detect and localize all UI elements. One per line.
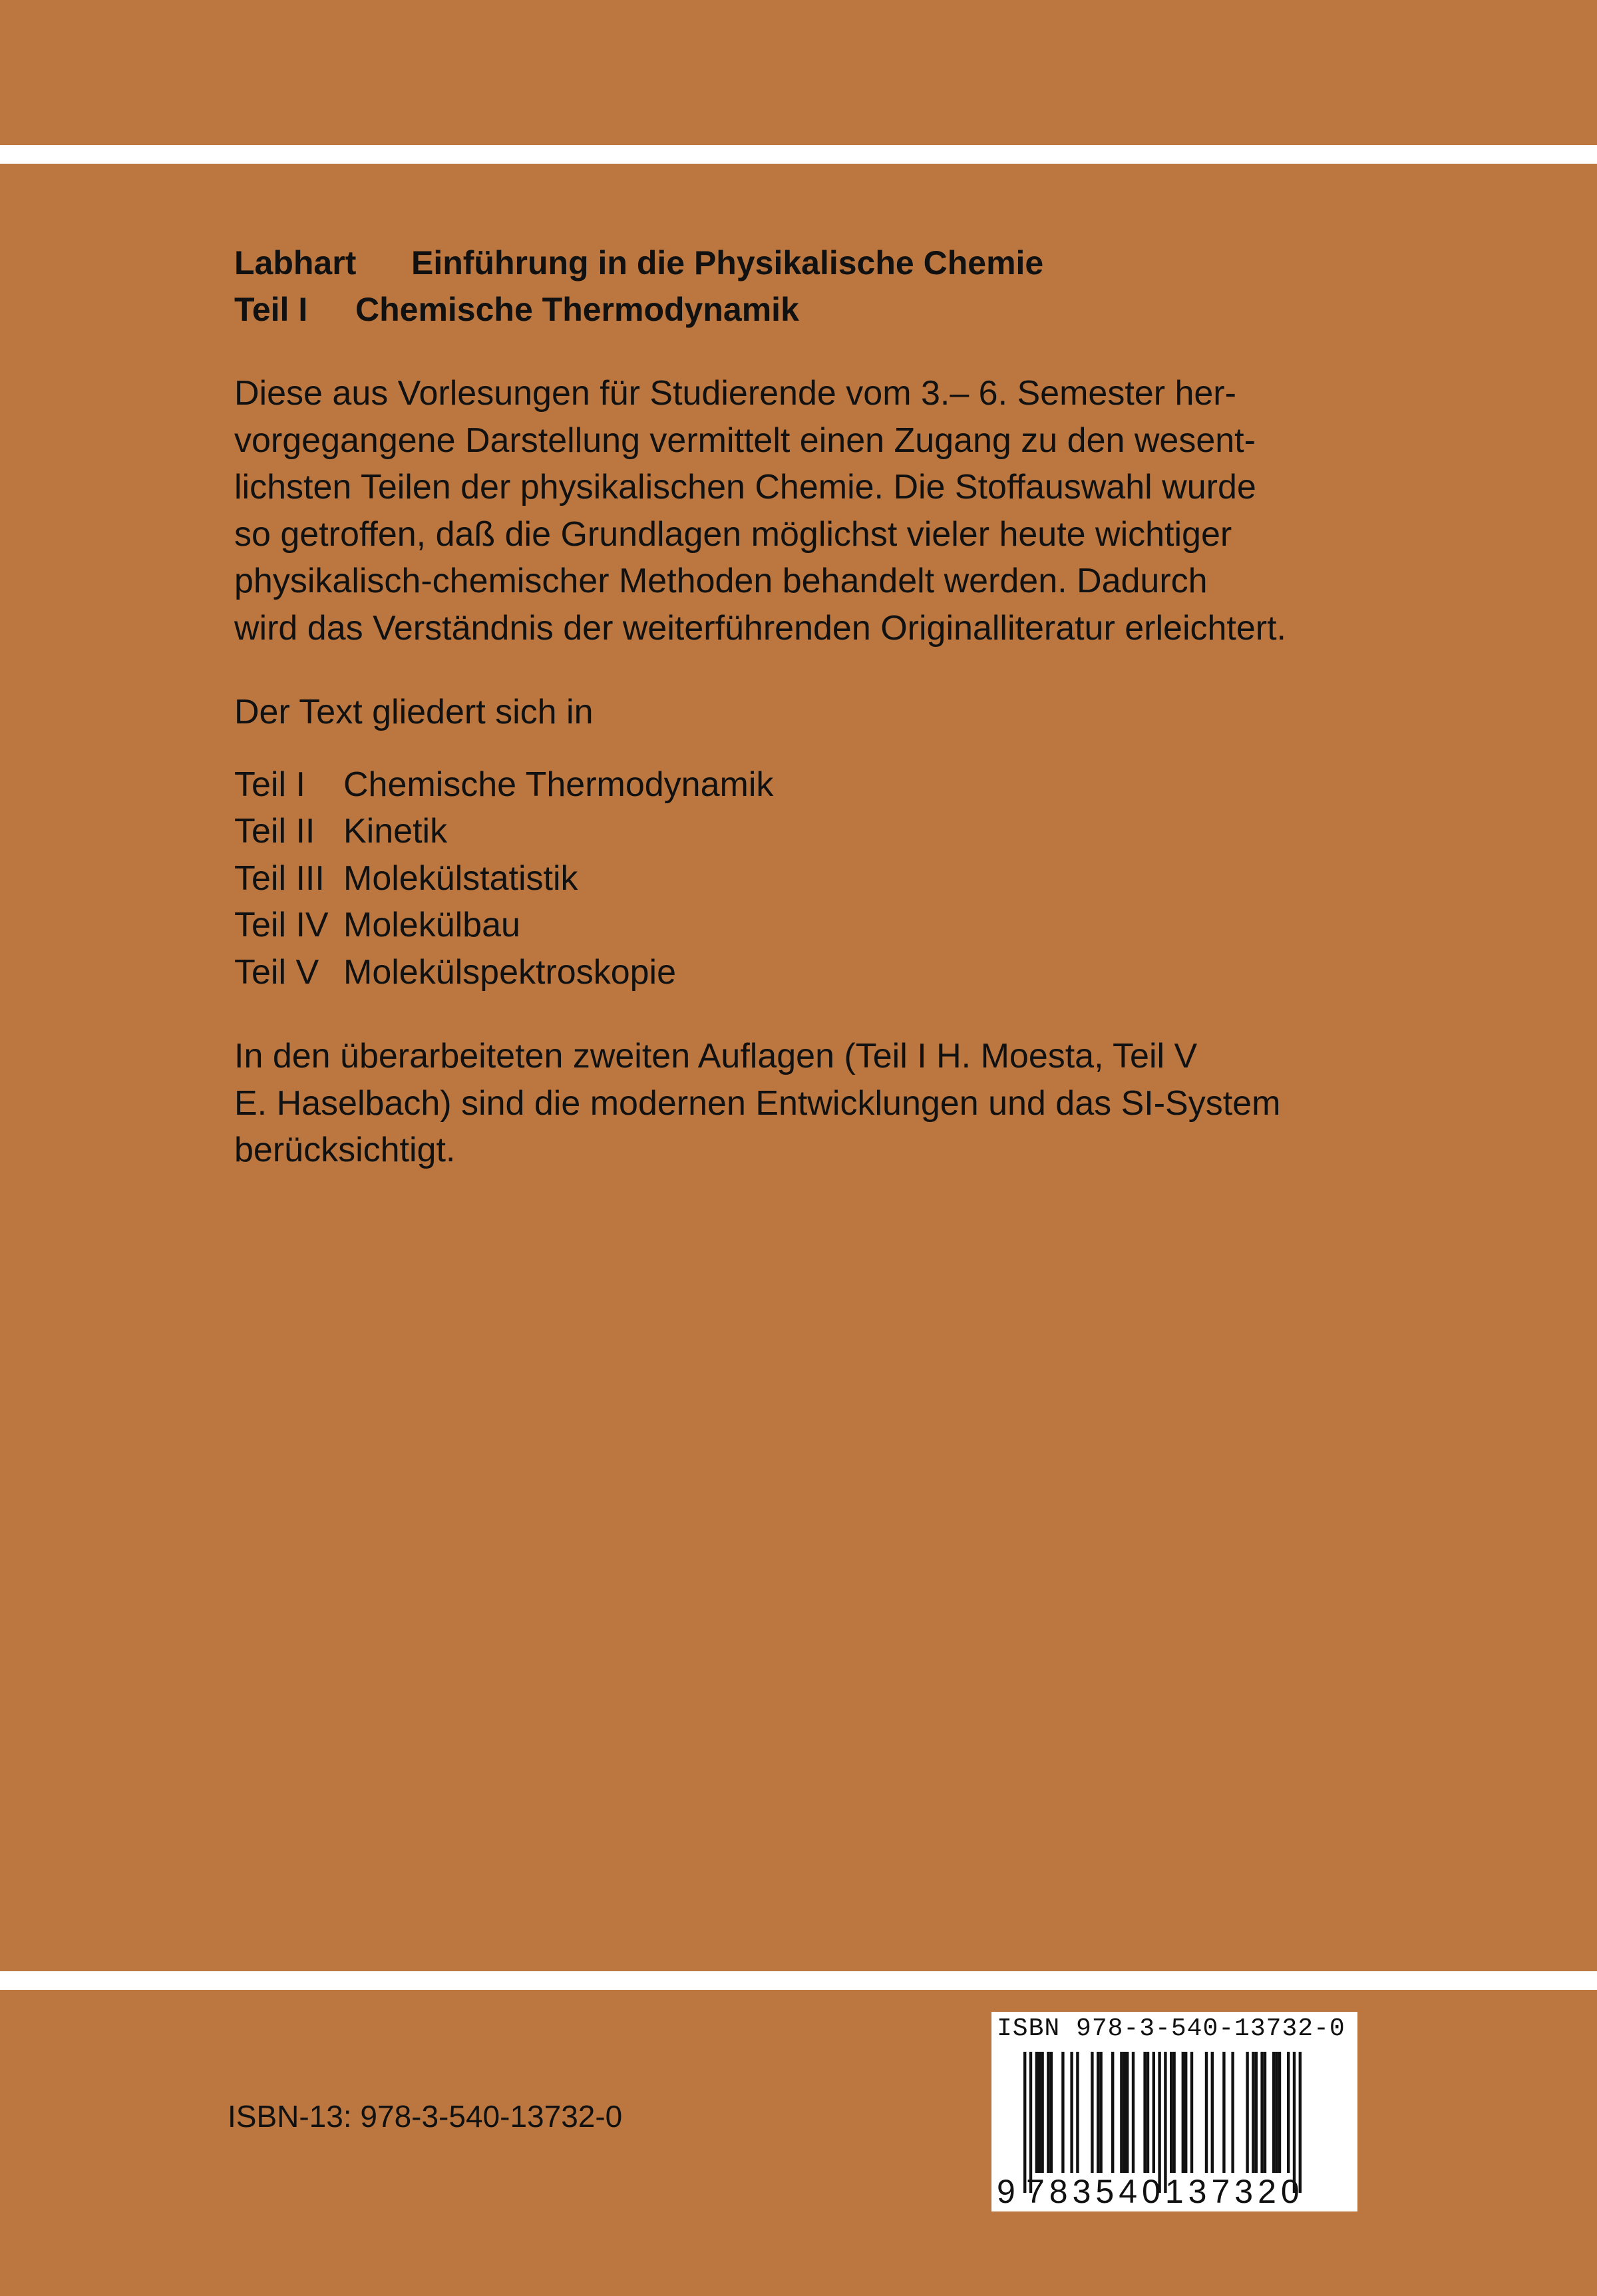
barcode-bar	[1164, 2052, 1166, 2193]
barcode-bar	[1153, 2052, 1155, 2173]
barcode-bar	[1272, 2052, 1275, 2173]
part-name: Molekülstatistik	[343, 859, 578, 898]
barcode-bar	[1222, 2052, 1225, 2173]
part-number: Teil II	[234, 812, 315, 851]
description-line: wird das Verständnis der weiterführenden Originalliteratur erleichtert.	[234, 608, 1286, 648]
part-number: Teil V	[234, 952, 319, 992]
bottom-white-stripe	[0, 1971, 1597, 1990]
barcode-bar	[1211, 2052, 1214, 2173]
barcode-bar	[1091, 2052, 1093, 2173]
book-title: Einführung in die Physikalische Chemie	[411, 244, 1044, 282]
barcode-first-digit: 9	[997, 2173, 1015, 2210]
part-row	[234, 949, 1499, 996]
part-name: Molekülspektroskopie	[343, 952, 677, 992]
structure-intro: Der Text gliedert sich in	[234, 693, 594, 731]
barcode-bar	[1097, 2052, 1099, 2173]
barcode-bar	[1132, 2052, 1135, 2173]
barcode-bar	[1299, 2052, 1302, 2193]
parts-list	[234, 761, 1499, 996]
barcode-bar	[1252, 2052, 1254, 2173]
barcode-bar	[1041, 2052, 1043, 2173]
barcode-bar	[1182, 2052, 1184, 2173]
part-label: Teil I	[234, 291, 308, 328]
barcode-bar	[1231, 2052, 1234, 2173]
barcode-bar	[1070, 2052, 1073, 2173]
barcode-bar	[1035, 2052, 1038, 2173]
author-name: Labhart	[234, 244, 357, 282]
cover-text-block	[234, 240, 1499, 1174]
barcode-bar	[1050, 2052, 1053, 2173]
part-number: Teil III	[234, 859, 325, 898]
title-line-1	[234, 240, 1499, 286]
barcode-bar	[1029, 2052, 1032, 2193]
barcode-bar	[1038, 2052, 1041, 2173]
description-line: physikalisch-chemischer Methoden behandelt werden. Dadurch	[234, 562, 1208, 600]
barcode-bar	[1147, 2052, 1149, 2173]
edition-note-line: In den überarbeiteten zweiten Auflagen (Teil I H. Moesta, Teil V	[234, 1037, 1198, 1075]
barcode-bar	[1170, 2052, 1172, 2173]
barcode-bar	[1246, 2052, 1248, 2173]
description-line: lichsten Teilen der physikalischen Chemie. Die Stoffauswahl wurde	[234, 468, 1256, 506]
barcode-bar	[1205, 2052, 1208, 2173]
part-number: Teil I	[234, 765, 305, 804]
isbn-label: ISBN-13: 978-3-540-13732-0	[228, 2099, 623, 2134]
barcode-bar	[1264, 2052, 1266, 2173]
barcode-bar	[1287, 2052, 1290, 2173]
description-line: Diese aus Vorlesungen für Studierende vom 3.– 6. Semester her-	[234, 374, 1236, 413]
barcode-bar	[1023, 2052, 1026, 2193]
edition-note	[234, 1033, 1499, 1174]
description-line: so getroffen, daß die Grundlagen möglichst vieler heute wichtiger	[234, 514, 1232, 554]
barcode-digits: 783540137320	[1026, 2173, 1304, 2210]
part-row	[234, 902, 1499, 949]
edition-note-line: berücksichtigt.	[234, 1131, 456, 1169]
description-line: vorgegangene Darstellung vermittelt einen Zugang zu den wesent-	[234, 421, 1256, 460]
barcode-bar	[1123, 2052, 1126, 2173]
barcode-bar	[1275, 2052, 1278, 2173]
top-white-stripe	[0, 145, 1597, 164]
part-name: Chemische Thermodynamik	[343, 765, 774, 804]
barcode-bar	[1047, 2052, 1049, 2173]
part-number: Teil IV	[234, 906, 329, 944]
part-row	[234, 808, 1499, 855]
barcode-bar	[1120, 2052, 1123, 2173]
isbn-barcode	[991, 2012, 1357, 2211]
part-row	[234, 761, 1499, 809]
barcode-bar	[1143, 2052, 1146, 2173]
barcode-bar	[1172, 2052, 1175, 2173]
barcode-bar	[1099, 2052, 1102, 2173]
edition-note-line: E. Haselbach) sind die modernen Entwicklungen und das SI-System	[234, 1083, 1281, 1123]
barcode-bar	[1190, 2052, 1193, 2173]
barcode-bar	[1061, 2052, 1064, 2173]
part-row	[234, 855, 1499, 902]
barcode-bar	[1076, 2052, 1079, 2173]
barcode-bar	[1126, 2052, 1129, 2173]
barcode-bar	[1158, 2052, 1160, 2193]
barcode-bar	[1260, 2052, 1263, 2173]
part-name: Molekülbau	[343, 906, 520, 944]
title-line-2	[234, 286, 1499, 333]
barcode-bar	[1111, 2052, 1114, 2173]
part-title: Chemische Thermodynamik	[355, 291, 799, 328]
barcode-bar	[1184, 2052, 1187, 2173]
barcode-isbn-header: ISBN 978-3-540-13732-0	[997, 2014, 1345, 2043]
part-name: Kinetik	[343, 812, 448, 851]
barcode-bar	[1293, 2052, 1296, 2193]
barcode-bar	[1278, 2052, 1281, 2173]
barcode-bar	[1255, 2052, 1258, 2173]
description-paragraph	[234, 370, 1499, 652]
